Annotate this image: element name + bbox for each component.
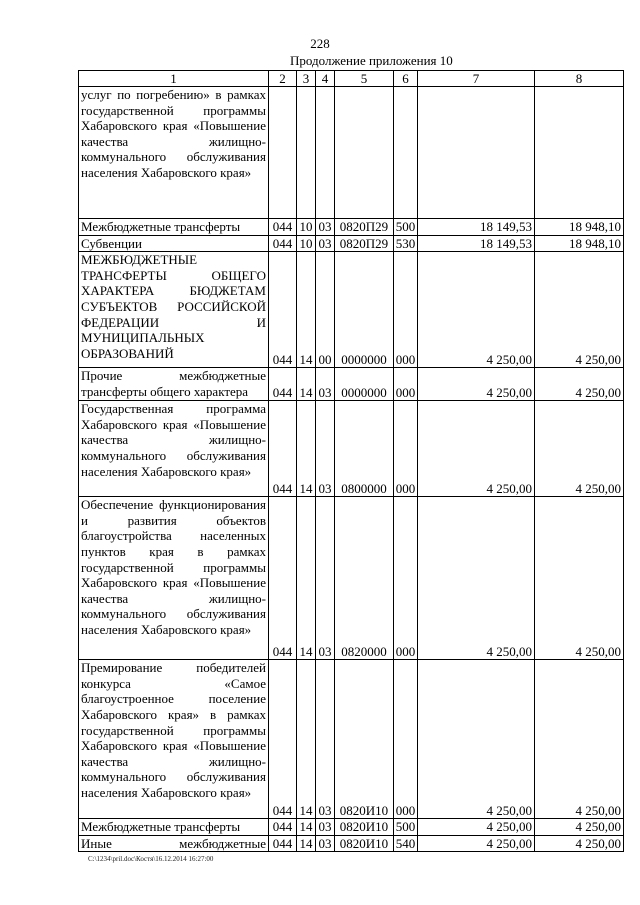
cell-sum-2: 4 250,00 xyxy=(535,660,624,819)
cell-sum-2 xyxy=(535,87,624,219)
row-name: Межбюджетные трансферты xyxy=(79,219,269,236)
header-cell: 6 xyxy=(394,71,418,87)
budget-table xyxy=(78,70,624,852)
row-name: Обеспечение функционирования и развития объектов благоустройства населенных пунктов края в рамках государственной программы Хабаровского края «Повышение качества жилищно-коммунального обслуживания населения Хабаровского края» xyxy=(79,497,269,660)
cell-ved: 044 xyxy=(269,401,297,497)
cell-sum-2: 18 948,10 xyxy=(535,219,624,236)
cell-csr: 0000000 xyxy=(335,368,394,401)
cell-rz: 14 xyxy=(297,368,316,401)
cell-pr: 03 xyxy=(316,235,335,252)
cell-vr: 000 xyxy=(394,401,418,497)
header-cell: 3 xyxy=(297,71,316,87)
cell-csr: 0820000 xyxy=(335,497,394,660)
page-number: 228 xyxy=(310,36,330,51)
cell-sum-1: 4 250,00 xyxy=(418,252,535,368)
cell-rz: 14 xyxy=(297,819,316,836)
header-cell: 1 xyxy=(79,71,269,87)
cell-vr: 540 xyxy=(394,835,418,852)
row-name: Премирование победителей конкурса «Самое благоустроенное поселение Хабаровского края» в рамках государственной программы Хабаровского края «Повышение качества жилищно-коммунального обслуживания населения Хабаровского края» xyxy=(79,660,269,819)
cell-vr: 530 xyxy=(394,235,418,252)
cell-sum-1: 18 149,53 xyxy=(418,219,535,236)
cell-pr: 03 xyxy=(316,368,335,401)
cell-rz: 10 xyxy=(297,219,316,236)
cell-csr: 0820П29 xyxy=(335,219,394,236)
cell-sum-1: 18 149,53 xyxy=(418,235,535,252)
cell-rz: 14 xyxy=(297,497,316,660)
table-row xyxy=(79,497,624,660)
cell-ved: 044 xyxy=(269,235,297,252)
cell-sum-1: 4 250,00 xyxy=(418,497,535,660)
cell-pr: 03 xyxy=(316,497,335,660)
table-row xyxy=(79,660,624,819)
cell-rz: 14 xyxy=(297,401,316,497)
cell-sum-2: 4 250,00 xyxy=(535,252,624,368)
header-cell: 8 xyxy=(535,71,624,87)
table-row xyxy=(79,252,624,368)
cell-vr xyxy=(394,87,418,219)
cell-ved: 044 xyxy=(269,252,297,368)
cell-vr: 500 xyxy=(394,219,418,236)
cell-pr: 00 xyxy=(316,252,335,368)
row-name: услуг по погребению» в рамках государственной программы Хабаровского края «Повышение качества жилищно-коммунального обслуживания населения Хабаровского края» xyxy=(79,87,269,219)
cell-sum-2: 4 250,00 xyxy=(535,497,624,660)
cell-sum-2: 18 948,10 xyxy=(535,235,624,252)
cell-csr: 0000000 xyxy=(335,252,394,368)
cell-sum-1: 4 250,00 xyxy=(418,368,535,401)
cell-csr: 0800000 xyxy=(335,401,394,497)
cell-vr: 000 xyxy=(394,497,418,660)
row-name: Межбюджетные трансферты xyxy=(79,819,269,836)
cell-ved: 044 xyxy=(269,835,297,852)
cell-sum-2: 4 250,00 xyxy=(535,819,624,836)
cell-vr: 000 xyxy=(394,660,418,819)
cell-sum-1 xyxy=(418,87,535,219)
cell-sum-1: 4 250,00 xyxy=(418,835,535,852)
cell-vr: 000 xyxy=(394,252,418,368)
cell-pr: 03 xyxy=(316,835,335,852)
cell-csr: 0820И10 xyxy=(335,819,394,836)
header-row xyxy=(79,71,624,87)
row-name: Иные межбюджетные xyxy=(79,835,269,852)
row-name: Субвенции xyxy=(79,235,269,252)
cell-rz: 14 xyxy=(297,252,316,368)
cell-sum-2: 4 250,00 xyxy=(535,368,624,401)
table-row xyxy=(79,87,624,219)
cell-vr: 500 xyxy=(394,819,418,836)
row-name: Прочие межбюджетные трансферты общего характера xyxy=(79,368,269,401)
cell-ved: 044 xyxy=(269,660,297,819)
cell-pr xyxy=(316,87,335,219)
cell-ved: 044 xyxy=(269,497,297,660)
cell-pr: 03 xyxy=(316,219,335,236)
header-cell: 4 xyxy=(316,71,335,87)
cell-ved: 044 xyxy=(269,368,297,401)
table-row xyxy=(79,835,624,852)
document-path-footer: C:\1234\pril.doc\Костя\16.12.2014 16:27:00 xyxy=(88,855,214,863)
table-row xyxy=(79,219,624,236)
table-row xyxy=(79,368,624,401)
cell-csr: 0820И10 xyxy=(335,835,394,852)
cell-rz xyxy=(297,87,316,219)
row-name: МЕЖБЮДЖЕТНЫЕ ТРАНСФЕРТЫ ОБЩЕГО ХАРАКТЕРА БЮДЖЕТАМ СУБЪЕКТОВ РОССИЙСКОЙ ФЕДЕРАЦИИ И МУНИЦИПАЛЬНЫХ ОБРАЗОВАНИЙ xyxy=(79,252,269,368)
cell-sum-2: 4 250,00 xyxy=(535,401,624,497)
cell-csr: 0820П29 xyxy=(335,235,394,252)
table-row xyxy=(79,235,624,252)
row-name: Государственная программа Хабаровского края «Повышение качества жилищно-коммунального обслуживания населения Хабаровского края» xyxy=(79,401,269,497)
cell-sum-1: 4 250,00 xyxy=(418,401,535,497)
continuation-title: Продолжение приложения 10 xyxy=(290,53,453,68)
cell-pr: 03 xyxy=(316,819,335,836)
cell-pr: 03 xyxy=(316,660,335,819)
cell-sum-2: 4 250,00 xyxy=(535,835,624,852)
cell-sum-1: 4 250,00 xyxy=(418,819,535,836)
table-row xyxy=(79,819,624,836)
cell-rz: 14 xyxy=(297,835,316,852)
cell-pr: 03 xyxy=(316,401,335,497)
cell-ved: 044 xyxy=(269,819,297,836)
table-row xyxy=(79,401,624,497)
cell-ved xyxy=(269,87,297,219)
cell-ved: 044 xyxy=(269,219,297,236)
cell-csr xyxy=(335,87,394,219)
cell-sum-1: 4 250,00 xyxy=(418,660,535,819)
cell-rz: 14 xyxy=(297,660,316,819)
cell-csr: 0820И10 xyxy=(335,660,394,819)
header-cell: 7 xyxy=(418,71,535,87)
header-cell: 2 xyxy=(269,71,297,87)
cell-vr: 000 xyxy=(394,368,418,401)
header-cell: 5 xyxy=(335,71,394,87)
cell-rz: 10 xyxy=(297,235,316,252)
